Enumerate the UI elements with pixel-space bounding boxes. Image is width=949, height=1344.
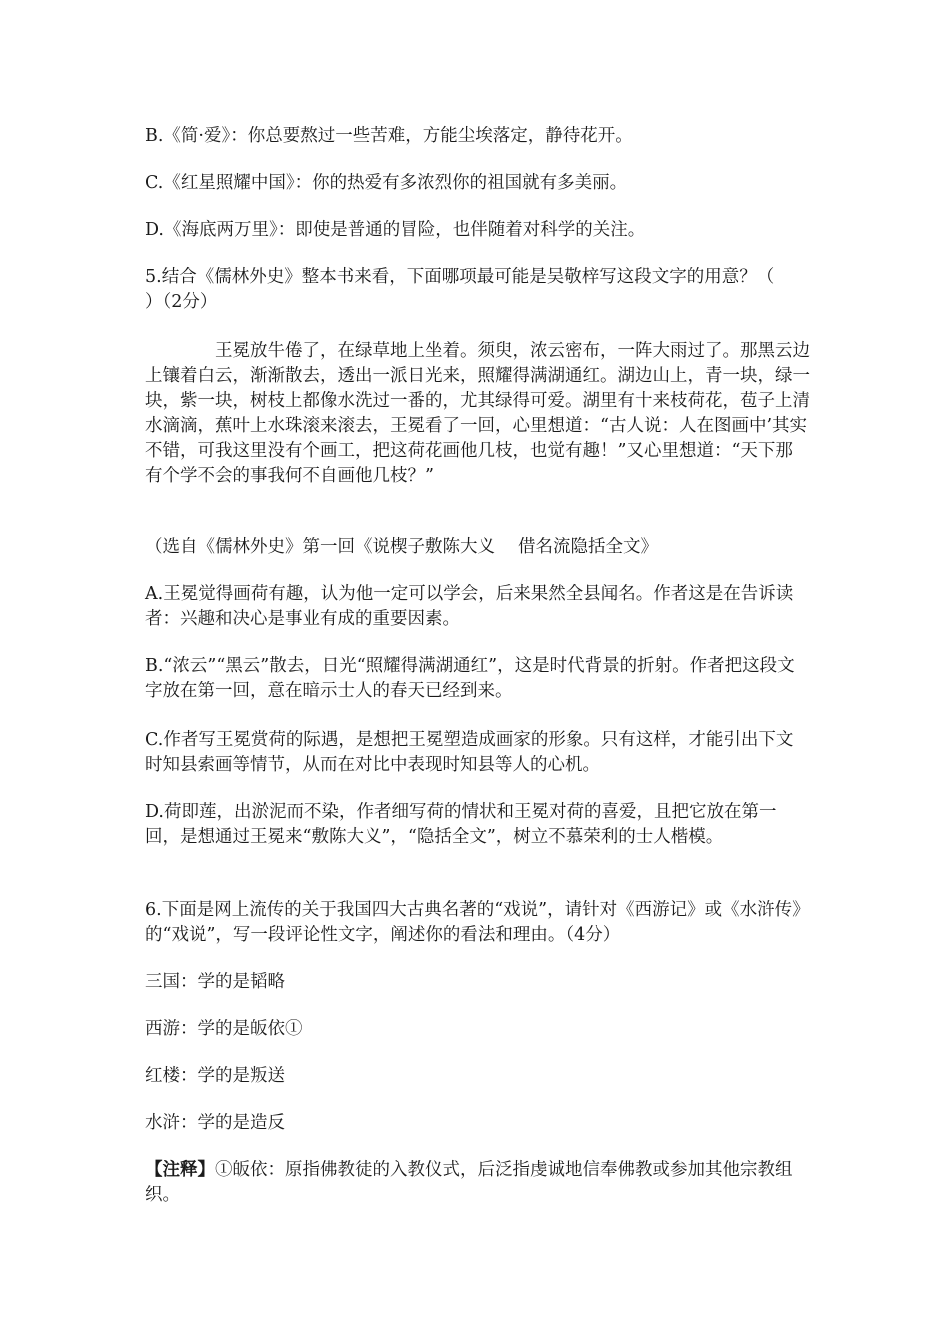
list-item-honglou: 红楼：学的是叛送 <box>145 1066 285 1086</box>
question-5-option-b: B.“浓云”“黑云”散去，日光“照耀得满湖通红”，这是时代背景的折射。作者把这段文字放在第一回，意在暗示士人的春天已经到来。 <box>145 656 795 701</box>
question-5-stem: 5.结合《儒林外史》整本书来看，下面哪项最可能是吴敬梓写这段文字的用意？（ ）（2分） <box>145 267 827 312</box>
option-c-red-star: C.《红星照耀中国》：你的热爱有多浓烈你的祖国就有多美丽。 <box>145 173 628 193</box>
list-item-shuihu: 水浒：学的是造反 <box>145 1113 285 1133</box>
annotation-label: 【注释】 <box>145 1160 215 1180</box>
question-6-stem: 6.下面是网上流传的关于我国四大古典名著的“戏说”，请针对《西游记》或《水浒传》的“戏说”，写一段评论性文字，阐述你的看法和理由。（4分） <box>145 900 810 945</box>
list-item-xiyou: 西游：学的是皈依① <box>145 1019 303 1039</box>
question-5-option-d: D.荷即莲，出淤泥而不染，作者细写荷的情状和王冕对荷的喜爱，且把它放在第一回，是想通过王冕来“敷陈大义”，“隐括全文”，树立不慕荣利的士人楷模。 <box>145 802 777 847</box>
annotation-text: ①皈依：原指佛教徒的入教仪式，后泛指虔诚地信奉佛教或参加其他宗教组织。 <box>145 1160 793 1205</box>
question-5-option-a: A.王冕觉得画荷有趣，认为他一定可以学会，后来果然全县闻名。作者这是在告诉读者：兴趣和决心是事业有成的重要因素。 <box>145 584 794 629</box>
option-b-jane-eyre: B.《简·爱》：你总要熬过一些苦难，方能尘埃落定，静待花开。 <box>145 126 633 146</box>
list-item-sanguo: 三国：学的是韬略 <box>145 972 285 992</box>
question-5-passage: 王冕放牛倦了，在绿草地上坐着。须臾，浓云密布，一阵大雨过了。那黑云边上镶着白云，渐渐散去，透出一派日光来，照耀得满湖通红。湖边山上，青一块，绿一块，紫一块，树枝上都像水洗过一番的，尤其绿得可爱。湖里有十来枝荷花，苞子上清水滴滴，蕉叶上水珠滚来滚去，王冕看了一回，心里想道：“古人说：人在图画中’其实不错，可我这里没有个画工，把这荷花画他几枝，也觉有趣！”又心里想道：“天下那有个学不会的事我何不自画他几枝？” <box>145 341 810 486</box>
option-d-twenty-thousand-leagues: D.《海底两万里》：即使是普通的冒险，也伴随着对科学的关注。 <box>145 220 646 240</box>
question-5-option-c: C.作者写王冕赏荷的际遇，是想把王冕塑造成画家的形象。只有这样，才能引出下文时知县索画等情节，从而在对比中表现时知县等人的心机。 <box>145 730 794 775</box>
question-5-source: （选自《儒林外史》第一回《说楔子敷陈大义 借名流隐括全文》 <box>145 537 659 557</box>
annotation-note <box>145 1158 810 1208</box>
